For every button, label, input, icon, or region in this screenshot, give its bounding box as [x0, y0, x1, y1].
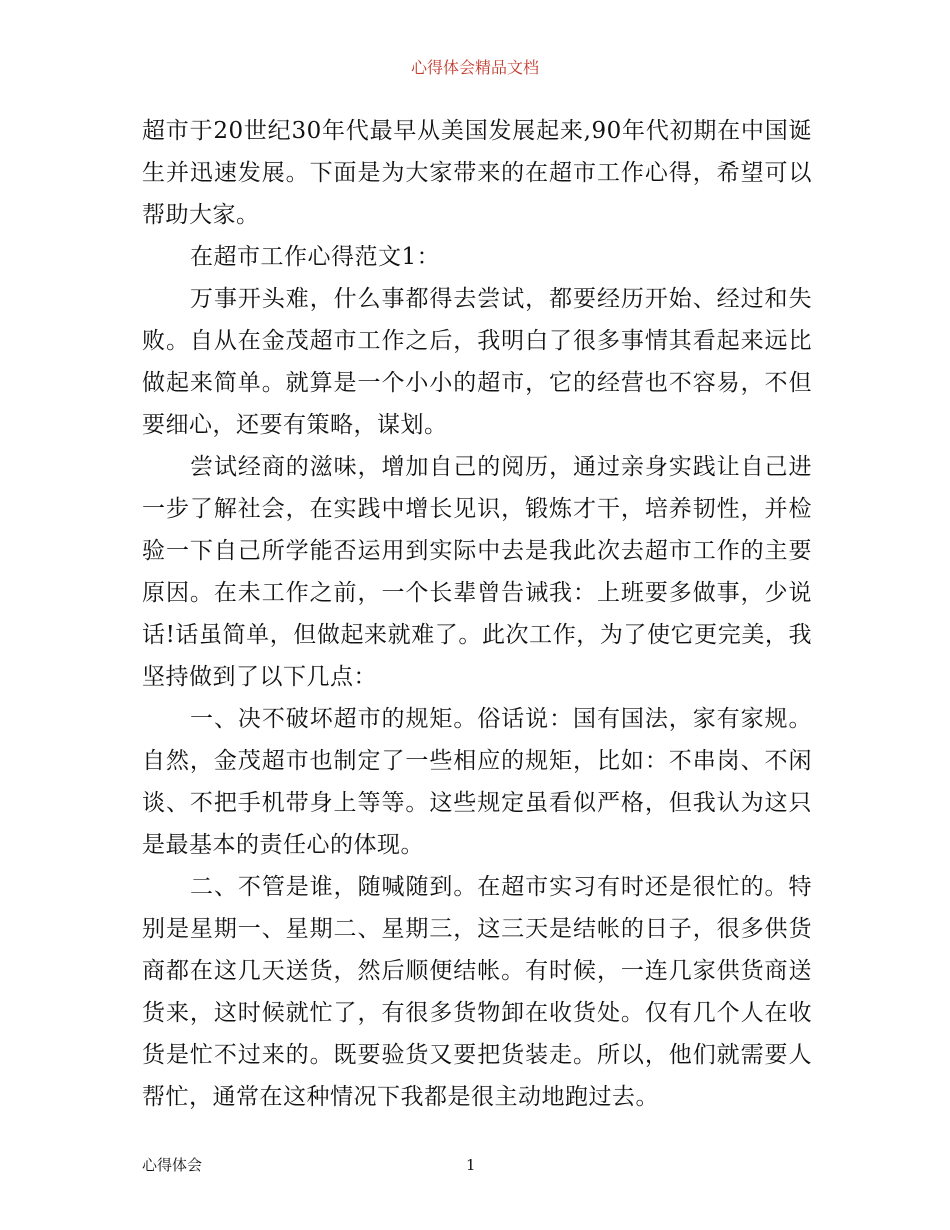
page-header-title: 心得体会精品文档	[410, 58, 539, 77]
footer-label: 心得体会	[142, 1156, 203, 1174]
intro-paragraph: 超市于20世纪30年代最早从美国发展起来,90年代初期在中国诞生并迅速发展。下面是为大家带来的在超市工作心得，希望可以帮助大家。	[142, 118, 812, 228]
section-heading: 在超市工作心得范文1：	[190, 244, 441, 270]
page-number: 1	[466, 1156, 476, 1174]
body-paragraph: 二、不管是谁，随喊随到。在超市实习有时还是很忙的。特别是星期一、星期二、星期三，这三天是结帐的日子，很多供货商都在这几天送货，然后顺便结帐。有时候，一连几家供货商送货来，这时候就忙了，有很多货物卸在收货处。仅有几个人在收货是忙不过来的。既要验货又要把货装走。所以，他们就需要人帮忙，通常在这种情况下我都是很主动地跑过去。	[142, 874, 812, 1110]
body-paragraph: 万事开头难，什么事都得去尝试，都要经历开始、经过和失败。自从在金茂超市工作之后，我明白了很多事情其看起来远比做起来简单。就算是一个小小的超市，它的经营也不容易，不但要细心，还要有策略，谋划。	[142, 286, 812, 438]
body-paragraph: 一、决不破坏超市的规矩。俗话说：国有国法，家有家规。自然，金茂超市也制定了一些相应的规矩，比如：不串岗、不闲谈、不把手机带身上等等。这些规定虽看似严格，但我认为这只是最基本的责任心的体现。	[142, 706, 812, 858]
document-body	[142, 110, 812, 1118]
body-paragraph: 尝试经商的滋味，增加自己的阅历，通过亲身实践让自己进一步了解社会，在实践中增长见识，锻炼才干，培养韧性，并检验一下自己所学能否运用到实际中去是我此次去超市工作的主要原因。在未工作之前，一个长辈曾告诫我：上班要多做事，少说话!话虽简单，但做起来就难了。此次工作，为了使它更完美，我坚持做到了以下几点：	[142, 454, 812, 690]
